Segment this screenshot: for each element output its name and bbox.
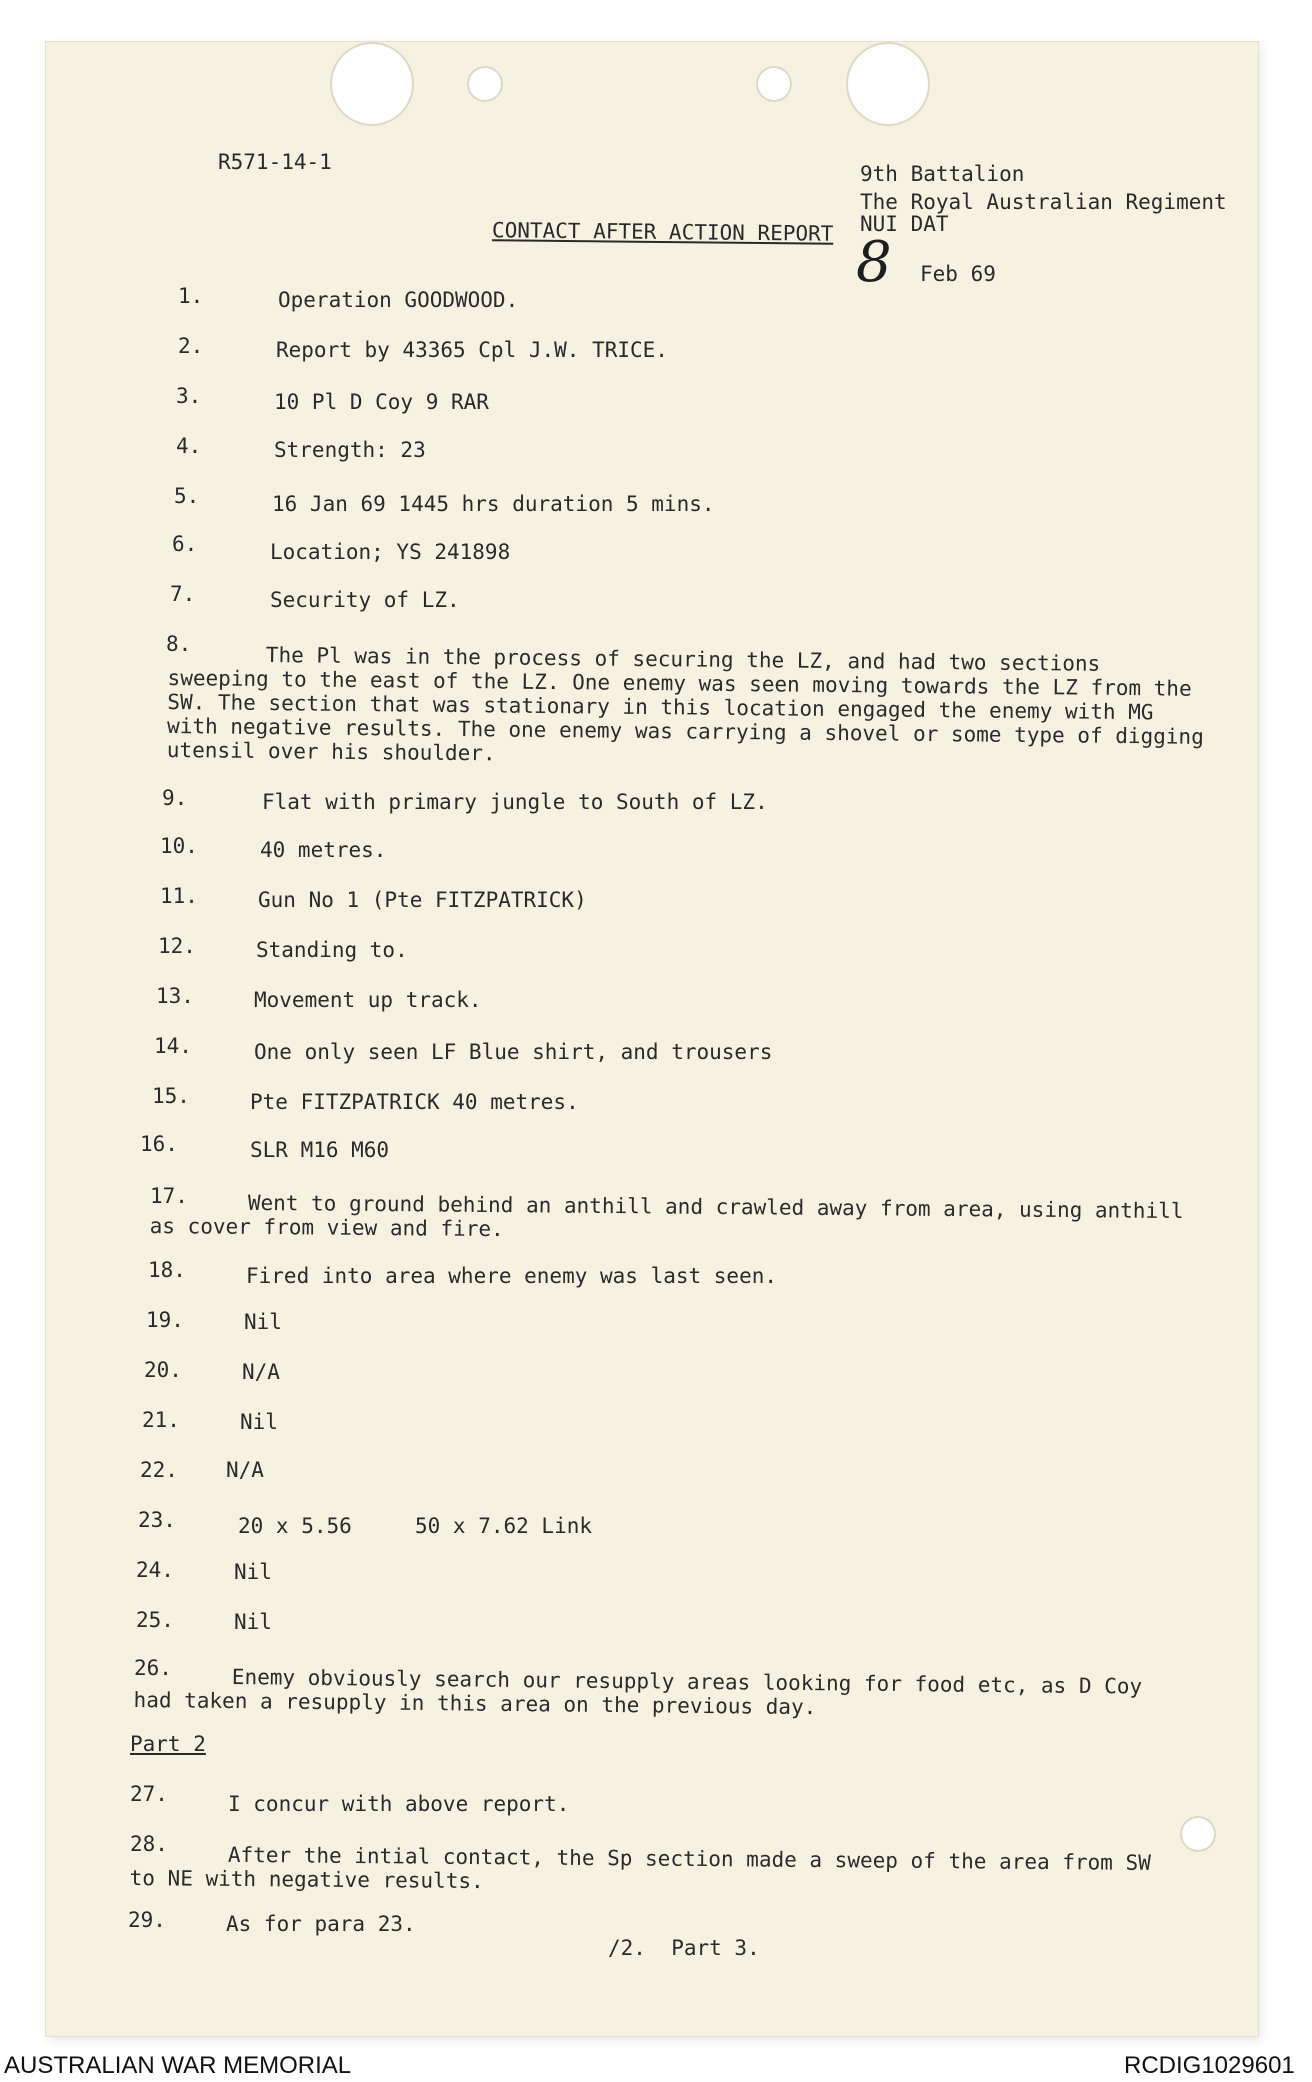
para-text: Operation GOODWOOD. <box>278 288 519 312</box>
para-number: 8. <box>166 632 192 656</box>
para-number: 25. <box>136 1608 174 1632</box>
para-text: Went to ground behind an anthill and crawled away from area, using anthill as cover from view and fire. <box>149 1190 1184 1242</box>
para-number: 6. <box>172 532 198 556</box>
para-text: Security of LZ. <box>270 588 460 612</box>
para-number: 3. <box>176 384 202 408</box>
para-text: Flat with primary jungle to South of LZ. <box>262 790 768 814</box>
para-number: 22. <box>140 1458 178 1482</box>
para-number: 16. <box>140 1132 178 1156</box>
para-number: 14. <box>154 1034 192 1058</box>
para-number: 23. <box>138 1508 176 1532</box>
para-number: 10. <box>160 834 198 858</box>
para-number: 11. <box>160 884 198 908</box>
reference-number: R571-14-1 <box>218 150 332 174</box>
report-title: CONTACT AFTER ACTION REPORT <box>491 218 834 246</box>
para-number: 4. <box>176 434 202 458</box>
para-text: Nil <box>234 1560 272 1584</box>
para-text: Location; YS 241898 <box>270 540 511 564</box>
para-number: 9. <box>162 786 188 810</box>
unit-line-1: 9th Battalion <box>860 162 1025 186</box>
punch-hole <box>756 66 792 102</box>
punch-hole <box>1180 1816 1216 1852</box>
para-text: 40 metres. <box>260 838 387 862</box>
para-text: 20 x 5.56 50 x 7.62 Link <box>238 1514 593 1538</box>
para-text: As for para 23. <box>226 1912 416 1936</box>
para-number: 5. <box>174 484 200 508</box>
para-text: N/A <box>242 1360 280 1384</box>
para-number: 18. <box>148 1258 186 1282</box>
para-number: 27. <box>130 1782 168 1806</box>
handwritten-date: 8 <box>856 230 892 295</box>
punch-hole <box>467 66 503 102</box>
continuation-note: /2. Part 3. <box>608 1936 760 1960</box>
para-text: Enemy obviously search our resupply areas looking for food etc, as D Coy had taken a resupply in this area on the previous day. <box>133 1665 1143 1720</box>
para-text: 16 Jan 69 1445 hrs duration 5 mins. <box>272 492 715 516</box>
para-number: 19. <box>146 1308 184 1332</box>
para-number: 12. <box>158 934 196 958</box>
punch-hole <box>846 42 930 126</box>
para-text: Nil <box>240 1410 278 1434</box>
para-text: Report by 43365 Cpl J.W. TRICE. <box>276 338 668 362</box>
para-text: One only seen LF Blue shirt, and trousers <box>254 1040 773 1064</box>
unit-line-2: The Royal Australian Regiment <box>860 190 1227 214</box>
footer-right: RCDIG1029601 <box>1124 2052 1295 2079</box>
para-text: 10 Pl D Coy 9 RAR <box>274 390 489 414</box>
punch-hole <box>330 42 414 126</box>
para-number: 17. <box>150 1184 188 1208</box>
para-text: Standing to. <box>256 938 408 962</box>
para-number: 13. <box>156 984 194 1008</box>
para-text: N/A <box>226 1458 264 1482</box>
para-number: 24. <box>136 1558 174 1582</box>
para-number: 28. <box>130 1832 168 1856</box>
para-number: 1. <box>178 284 204 308</box>
para-number: 29. <box>128 1908 166 1932</box>
para-number: 26. <box>134 1656 172 1680</box>
para-text: Fired into area where enemy was last seen. <box>246 1264 778 1288</box>
para-number: 7. <box>170 582 196 606</box>
para-text: Strength: 23 <box>274 438 426 462</box>
footer-left: AUSTRALIAN WAR MEMORIAL <box>4 2052 352 2079</box>
para-text: I concur with above report. <box>228 1792 570 1816</box>
para-text: After the intial contact, the Sp section made a sweep of the area from SW to NE with negative results. <box>129 1842 1151 1894</box>
para-text: SLR M16 M60 <box>250 1138 390 1162</box>
para-number: 20. <box>144 1358 182 1382</box>
typed-date: Feb 69 <box>920 262 996 286</box>
para-number: 21. <box>142 1408 180 1432</box>
para-text: Nil <box>234 1610 272 1634</box>
para-text: Movement up track. <box>254 988 482 1012</box>
para-text: The Pl was in the process of securing the LZ, and had two sections sweeping to the east of the LZ. One enemy was seen moving towards the LZ from the SW. The section that was stationary in this location engaged the enemy with MG with negative results. The one enemy was carrying a shovel or some type of digging utensil over his shoulder. <box>166 643 1204 766</box>
part-2-heading: Part 2 <box>130 1732 206 1756</box>
para-text: Pte FITZPATRICK 40 metres. <box>250 1090 579 1114</box>
para-text: Gun No 1 (Pte FITZPATRICK) <box>258 888 587 912</box>
para-number: 2. <box>178 334 204 358</box>
unit-line-3: NUI DAT <box>860 212 949 236</box>
para-text: Nil <box>244 1310 282 1334</box>
para-number: 15. <box>152 1084 190 1108</box>
